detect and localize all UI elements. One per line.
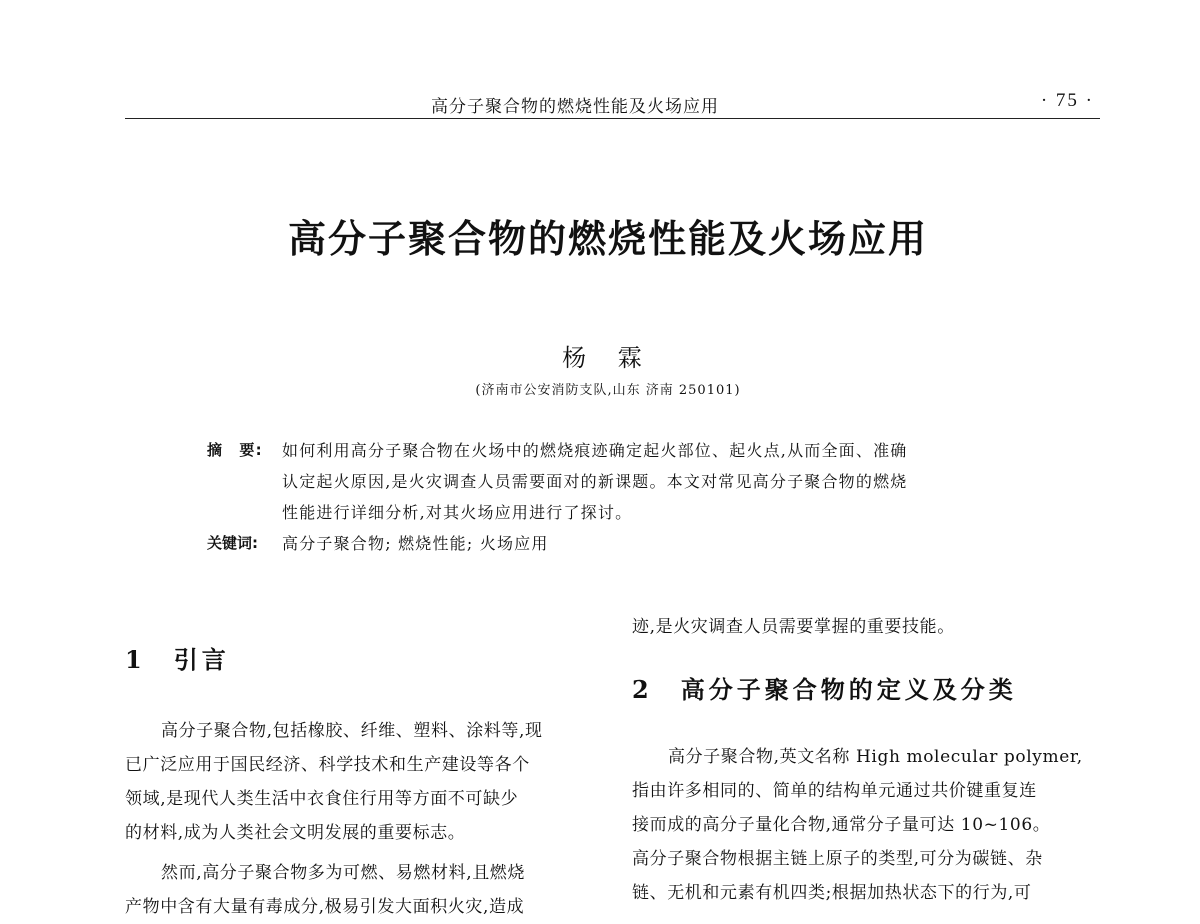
abstract-first-line bbox=[207, 435, 1007, 466]
text-line: 链、无机和元素有机四类;根据加热状态下的行为,可 bbox=[632, 883, 1032, 903]
text-line: 高分子聚合物,英文名称 High molecular polymer, bbox=[668, 747, 1083, 767]
text-line: 指由许多相同的、简单的结构单元通过共价键重复连 bbox=[632, 781, 1037, 801]
page-number: · 75 · bbox=[1040, 90, 1094, 111]
left-column bbox=[125, 642, 595, 924]
text-line: 接而成的高分子量化合物,通常分子量可达 10~106。 bbox=[632, 815, 1051, 835]
abstract-text-line: 性能进行详细分析,对其火场应用进行了探讨。 bbox=[282, 503, 633, 522]
keywords-label: 关键词: bbox=[207, 534, 258, 552]
continued-text-line: 迹,是火灾调查人员需要掌握的重要技能。 bbox=[632, 617, 955, 637]
right-column bbox=[632, 610, 1102, 910]
abstract-text-line: 如何利用高分子聚合物在火场中的燃烧痕迹确定起火部位、起火点,从而全面、准确 bbox=[282, 441, 908, 460]
abstract-text-line: 认定起火原因,是火灾调查人员需要面对的新课题。本文对常见高分子聚合物的燃烧 bbox=[282, 472, 908, 491]
abstract-label: 摘 要: bbox=[207, 441, 263, 459]
text-line: 已广泛应用于国民经济、科学技术和生产建设等各个 bbox=[125, 755, 530, 775]
keywords-line bbox=[207, 528, 1007, 559]
running-header bbox=[125, 86, 1100, 119]
keywords-text: 高分子聚合物; 燃烧性能; 火场应用 bbox=[282, 534, 549, 553]
section-2-heading: 2 高分子聚合物的定义及分类 bbox=[632, 675, 1017, 704]
text-line: 领域,是现代人类生活中衣食住行用等方面不可缺少 bbox=[125, 789, 519, 809]
running-title: 高分子聚合物的燃烧性能及火场应用 bbox=[431, 97, 719, 117]
author-affiliation: (济南市公安消防支队,山东 济南 250101) bbox=[475, 383, 741, 398]
abstract-block bbox=[207, 435, 1007, 559]
text-line: 高分子聚合物,包括橡胶、纤维、塑料、涂料等,现 bbox=[161, 721, 543, 741]
paragraph bbox=[632, 740, 1102, 910]
author-name: 杨 霖 bbox=[562, 344, 654, 372]
text-line: 然而,高分子聚合物多为可燃、易燃材料,且燃烧 bbox=[161, 863, 526, 883]
text-line: 的材料,成为人类社会文明发展的重要标志。 bbox=[125, 823, 466, 843]
article-title: 高分子聚合物的燃烧性能及火场应用 bbox=[287, 217, 928, 261]
text-line: 高分子聚合物根据主链上原子的类型,可分为碳链、杂 bbox=[632, 849, 1043, 869]
text-line: 产物中含有大量有毒成分,极易引发大面积火灾,造成 bbox=[125, 897, 525, 917]
section-1-heading: 1 引言 bbox=[125, 645, 230, 674]
paragraph bbox=[125, 856, 595, 924]
paragraph bbox=[125, 714, 595, 850]
